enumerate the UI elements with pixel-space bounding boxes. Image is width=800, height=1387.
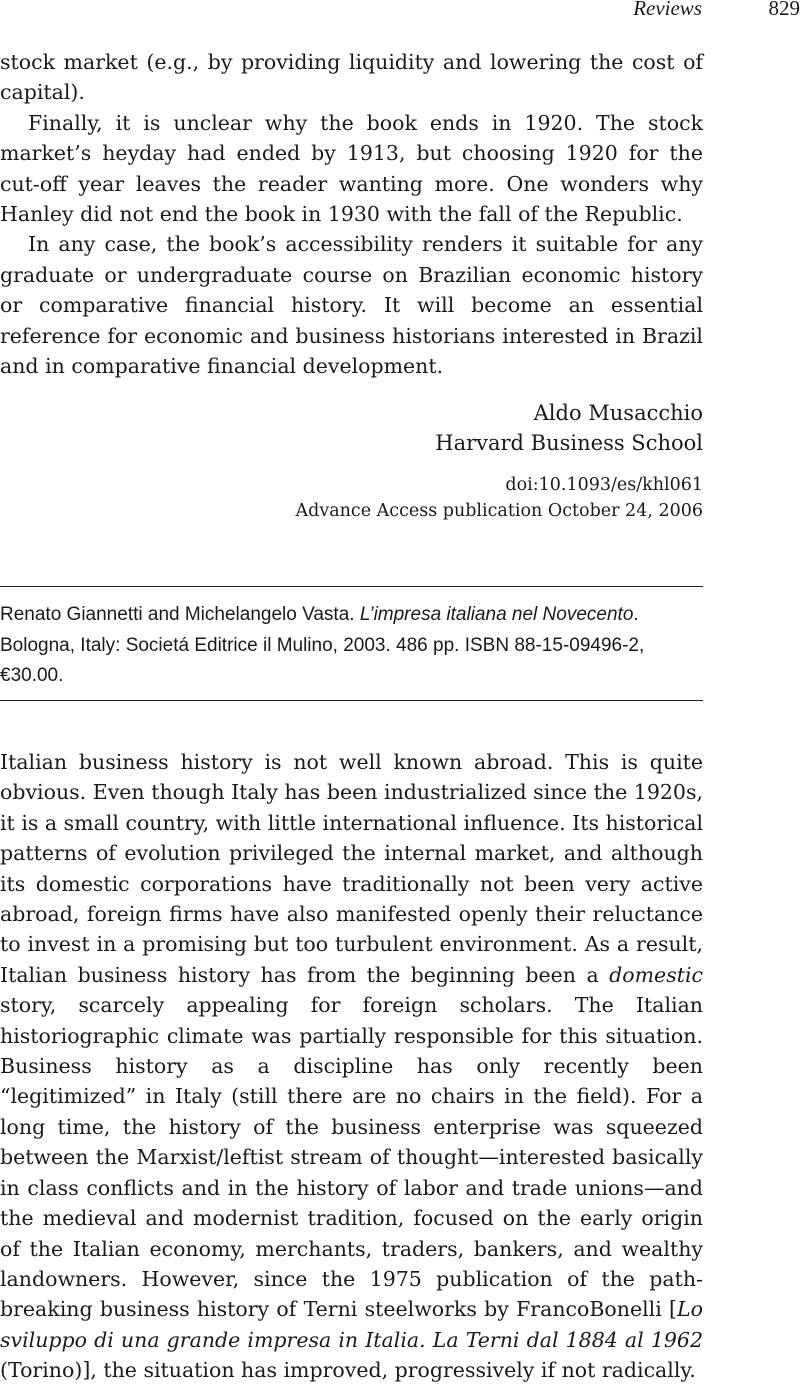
- running-head: [0, 0, 800, 22]
- advance-access-date: Advance Access publication October 24, 2006: [295, 501, 703, 521]
- paragraph: In any case, the book’s accessibility renders it suitable for any graduate or undergraduate course on Brazilian economic history or comparative financial history. It will become an essential reference for economic and business historians interested in Brazil and in comparative financial development.: [0, 232, 703, 379]
- body-text-segment: story, scarcely appealing for foreign scholars. The Italian historiographic climate was partially responsible for this situation. Business history as a discipline has only recently been “legitimized” in Italy (still there are no chairs in the field). For a long time, the history of the business enterprise was squeezed between the Marxist/leftist stream of thought—interested basically in class conflicts and in the history of labor and trade unions—and the medieval and modernist tradition, focused on the early origin of the Italian economy, merchants, traders, bankers, and wealthy landowners. However, since the 1975 publication of the path-breaking business history of Terni steelworks by FrancoBonelli [: [0, 993, 703, 1322]
- cited-book-title: Lo sviluppo di una grande impresa in Italia. La Terni dal 1884 al 1962: [0, 1297, 703, 1352]
- paragraph: stock market (e.g., by providing liquidity and lowering the cost of capital).: [0, 50, 703, 105]
- book-title: L’impresa italiana nel Novecento: [359, 604, 634, 625]
- reviewer-affiliation: Harvard Business School: [435, 431, 703, 455]
- divider-top: [0, 586, 703, 587]
- reviewer-name: Aldo Musacchio: [533, 401, 703, 425]
- body-text-segment: (Torino)], the situation has improved, progressively if not radically.: [0, 1358, 696, 1383]
- body-text-segment: Italian business history is not well known abroad. This is quite obvious. Even though Italy has been industrialized since the 1920s, it is a small country, with little international influence. Its historical patterns of evolution privileged the internal market, and although its domestic corporations have traditionally not been very active abroad, foreign firms have also manifested openly their reluctance to invest in a promising but too turbulent environment. As a result, Italian business history has from the beginning been a: [0, 750, 703, 987]
- divider-bottom: [0, 700, 703, 701]
- book-authors: Renato Giannetti and Michelangelo Vasta.: [0, 604, 355, 625]
- book-title-period: .: [633, 604, 639, 625]
- page-number: 829: [768, 0, 800, 20]
- book-publication-details: Bologna, Italy: Societá Editrice il Mulino, 2003. 486 pp. ISBN 88-15-09496-2, €30.00.: [0, 634, 645, 686]
- book-citation: [0, 600, 703, 692]
- paragraph: Finally, it is unclear why the book ends in 1920. The stock market’s heyday had ended by 1913, but choosing 1920 for the cut-off year leaves the reader wanting more. One wonders why Hanley did not end the book in 1930 with the fall of the Republic.: [0, 110, 703, 227]
- running-head-title: Reviews: [633, 0, 702, 20]
- emphasis-domestic: domestic: [609, 962, 703, 987]
- doi: doi:10.1093/es/khl061: [505, 475, 703, 495]
- review-2-body: [0, 747, 703, 1386]
- paragraph: [0, 747, 703, 1386]
- review-1-conclusion: [0, 47, 703, 381]
